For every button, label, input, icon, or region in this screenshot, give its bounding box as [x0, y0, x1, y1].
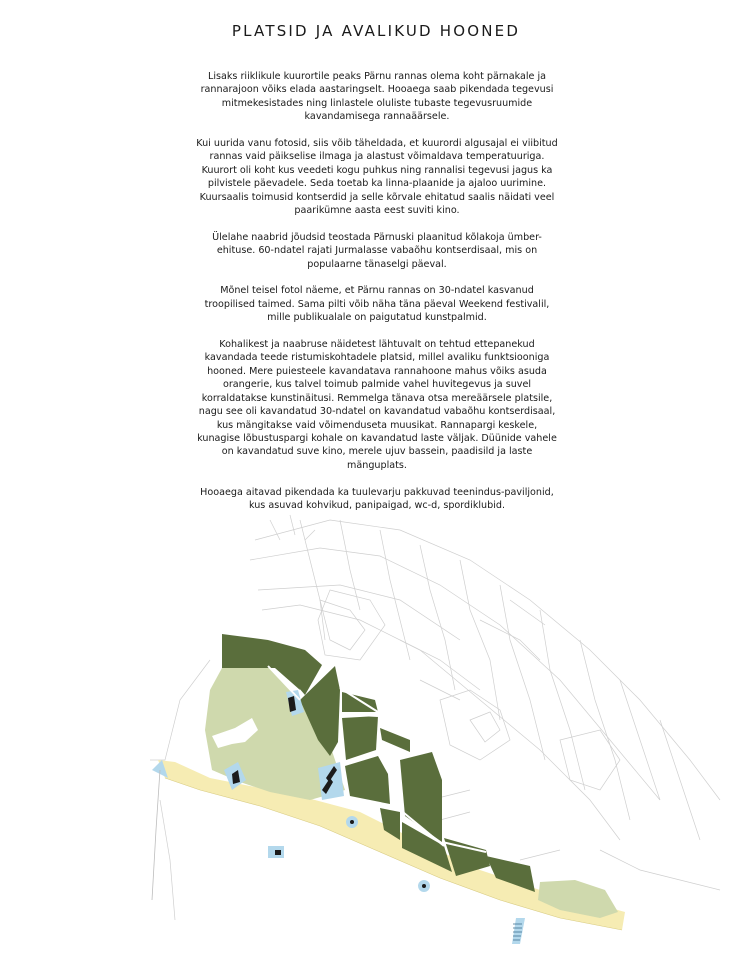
pier-hut [275, 850, 281, 855]
floating-pavilion-center [422, 884, 426, 888]
paragraph-3: Ülelahe naabrid jõudsid teostada Pärnuski plaanitud kõlakoja ümber-ehituse. 60-ndatel rajati Jurmalasse vabaõhu kontserdisaal, mis on populaarne tänaselgi päeval. [212, 231, 542, 270]
west-jetty [152, 770, 160, 900]
paragraph-2: Kui uurida vanu fotosid, siis võib täheldada, et kuurordi algusajal ei viibitud rannas vaid päikselise ilmaga ja alastust võimaldava temperatuuriga. Kuurort oli koht kus veedeti kogu puhkus ning rannalisi tegevusi jagus ka pilvistele päevadele. Seda toetab ka linna-plaanide ja ajaloo uurimine. Kuursaalis toimusid kontserdid ja selle kõrvale ehitatud saalis näidati veel paarikümne aasta eest suviti kino. [196, 138, 558, 217]
site-plan-map [0, 500, 752, 960]
pool-center [350, 820, 354, 824]
paragraph-1: Lisaks riiklikule kuurortile peaks Pärnu rannas olema koht pärnakale ja rannarajoon võiks elada aastaringselt. Hooaega saab pikendada tegevusi mitmekesistades ning linlastele oluliste tubaste tegevusruumide kavandamisega rannaäärsele. [200, 71, 554, 123]
article-text [196, 70, 558, 526]
paragraph-5: Kohalikest ja naabruse näidetest lähtuvalt on tehtud ettepanekud kavandada teede ristumiskohtadele platsid, millel avaliku funktsiooniga hooned. Mere puiesteele kavandatava rannahoone mahus võiks asuda orangerie, kus talvel toimub palmide vahel huvitegevus ja suvel korraldatakse kunstinäitusi. Remmelga tänava otsa mereäärsele platsile, nagu see oli kavandatud 30-ndatel on kavandatud vabaõhu kontserdisaal, kus mängitakse vaid võimenduseta muusikat. Rannapargi keskele, kunagise lõbustuspargi kohale on kavandatud laste väljak. Düünide vahele on kavandatud suve kino, merele ujuv bassein, paadisild ja laste mänguplats. [197, 339, 557, 471]
paragraph-6: Hooaega aitavad pikendada ka tuulevarju pakkuvad teenindus-paviljonid, kus asuvad kohvikud, panipaigad, wc-d, spordiklubid. [200, 486, 554, 511]
page-title: PLATSID JA AVALIKUD HOONED [231, 22, 521, 40]
paragraph-4: Mõnel teisel fotol näeme, et Pärnu rannas on 30-ndatel kasvanud troopilised taimed. Sama pilti võib näha täna päeval Weekend festivalil, mille publikualale on paigutatud kunstpalmid. [204, 285, 550, 324]
